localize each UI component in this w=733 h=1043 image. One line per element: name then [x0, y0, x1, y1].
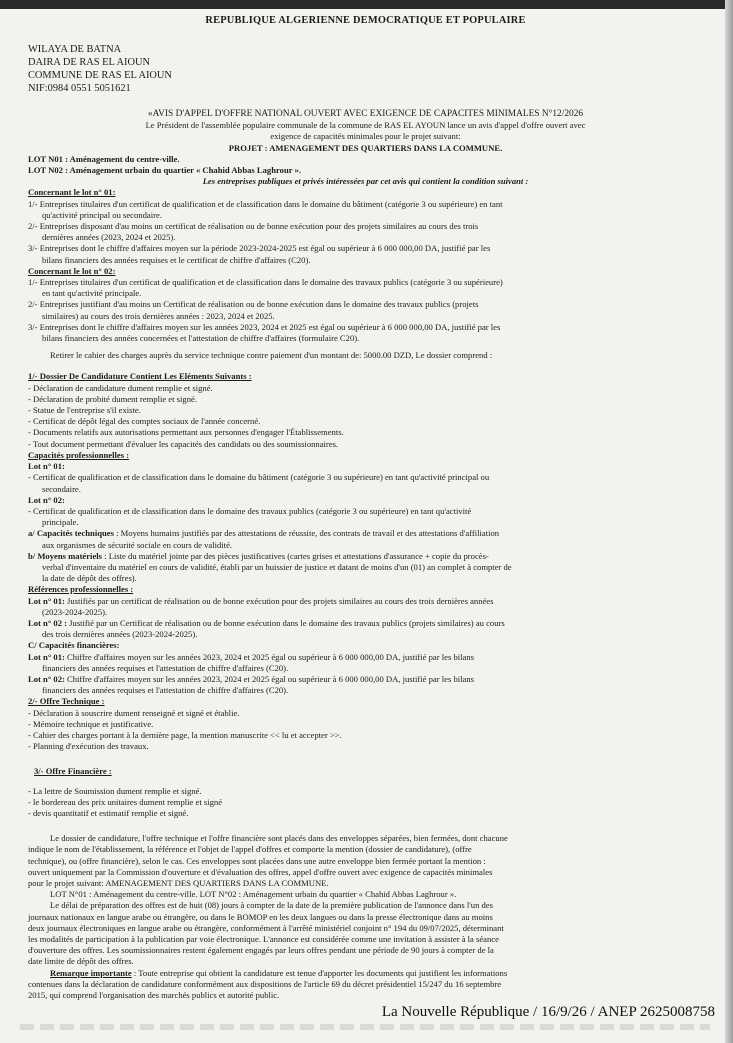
item-label: Lot n° 02 :: [28, 617, 68, 628]
item-text: : Liste du matériel jointe par des pièces justificatives (cartes grises et attestations d'assurance + copie du procès-: [104, 550, 489, 561]
list-item: verbal d'inventaire du matériel en cours de validité, établi par un huissier de justice et datant de moins d'un (01) an complet à compter de: [42, 561, 512, 572]
item-label: Remarque importante: [50, 967, 132, 978]
lot-label: Lot n° 02:: [28, 494, 65, 505]
list-item: - Tout document permettant d'évaluer les capacités des candidats ou des soumissionnaires.: [28, 438, 339, 449]
list-item: - Certificat de dépôt légal des comptes sociaux de l'année concerné.: [28, 416, 261, 427]
list-item: - le bordereau des prix unitaires dument remplie et signé: [28, 796, 223, 807]
item-label: Lot n° 01:: [28, 651, 65, 662]
section-heading: Concernant le lot n° 01:: [28, 187, 116, 198]
scan-top-edge: [0, 0, 733, 9]
paragraph-line: contenues dans la déclaration de candidature conformément aux dispositions de l'article 69 du décret présidentiel 15/247 du 16 septembre: [28, 978, 502, 989]
lot-1: LOT N01 : Aménagement du centre-ville.: [28, 153, 180, 164]
list-item: aux organismes de sécurité sociale en cours de validité.: [42, 539, 233, 550]
remarque: [28, 968, 703, 979]
notice-title-block: [28, 109, 703, 154]
list-item: - Déclaration à souscrire dument renseigné et signé et établie.: [28, 707, 240, 718]
nif: NIF:0984 0551 5051621: [28, 83, 131, 94]
list-item: 1/- Entreprises titulaires d'un certificat de qualification et de classification dans le domaine du bâtiment (catégorie 3 ou supérieure) en tant: [28, 198, 503, 209]
list-item: la date de dépôt des offres).: [42, 573, 137, 584]
paragraph-line: d'ouverture des offres. Les soumissionnaires restent également engagés par leurs offres pendant une période de 90 jours à compter de la: [28, 945, 494, 956]
country-heading: REPUBLIQUE ALGERIENNE DEMOCRATIQUE ET POPULAIRE: [205, 15, 526, 26]
section-heading: Capacités professionnelles :: [28, 449, 130, 460]
list-item: secondaire.: [42, 483, 81, 494]
item-label: Lot n° 02:: [28, 673, 65, 684]
moyens-materiels: [28, 551, 703, 562]
list-item: 2/- Entreprises justifiant d'au moins un Certificat de réalisation ou de bonne exécution dans le domaine des travaux publics (projets: [28, 299, 479, 310]
section-heading: C/ Capacités financières:: [28, 640, 120, 651]
paragraph-line: Le dossier de candidature, l'offre technique et l'offre financière sont placés dans des enveloppes séparées, bien fermées, dont chacune: [50, 833, 508, 844]
list-item: - Certificat de qualification et de classification dans le domaine des travaux publics (catégorie 3 ou supérieure) en tant qu'activité: [28, 505, 472, 516]
item-text: Justifiés par un certificat de réalisation ou de bonne exécution pour des projets similaires au cours des trois dernières années: [67, 595, 494, 606]
item-label: Lot n° 01:: [28, 595, 65, 606]
list-item: qu'activité principal ou secondaire.: [42, 209, 162, 220]
capacites-professionnelles: [28, 450, 703, 584]
list-item: - Certificat de qualification et de classification dans le domaine du bâtiment (catégorie 3 ou supérieure) en tant qu'activité principal ou: [28, 472, 490, 483]
paragraph-line: Le délai de préparation des offres est de huit (08) jours à compter de la date de la première publication de l'annonce dans l'un des: [50, 900, 493, 911]
commune: COMMUNE DE RAS EL AIOUN: [28, 70, 172, 81]
project-title: PROJET : AMENAGEMENT DES QUARTIERS DANS LA COMMUNE.: [228, 142, 503, 153]
list-item: - Statue de l'entreprise s'il existe.: [28, 405, 141, 416]
section-heading: 1/- Dossier De Candidature Contient Les Eléments Suivants :: [28, 371, 252, 382]
list-item: 1/- Entreprises titulaires d'un certificat de qualification et de classification dans le domaine des travaux publics (catégorie 3 ou supérieure): [28, 277, 503, 288]
list-item: - Déclaration de probité dument remplie et signé.: [28, 393, 197, 404]
list-item: - Déclaration de candidature dument remplie et signé.: [28, 382, 213, 393]
item-text: : Toute entreprise qui obtient la candidature est tenue d'apporter les documents qui justifient les informations: [133, 967, 508, 978]
notice-intro: Le Président de l'assemblée populaire communale de la commune de RAS EL AYOUN lance un avis d'appel d'offre ouvert avec: [145, 120, 586, 131]
list-item: - Planning d'exécution des travaux.: [28, 741, 149, 752]
list-item: financiers des années requises et l'attestation de chiffre d'affaires (C20).: [42, 685, 289, 696]
item-text: : Moyens humains justifiés par des attestations de réussite, des contrats de travail et des attestations d'affiliation: [116, 528, 500, 539]
list-item: - La lettre de Soumission dument remplie et signé.: [28, 785, 202, 796]
ref-lot-1: [28, 596, 703, 607]
lot-label: Lot n° 01:: [28, 461, 65, 472]
item-label: b/ Moyens matériels: [28, 550, 102, 561]
list-item: principale.: [42, 517, 79, 528]
list-item: bilans financiers des années requises et le certificat de chiffre d'affaires (C20).: [42, 254, 311, 265]
notice-document: [28, 14, 703, 1001]
paragraph-line: pour le projet suivant: AMENAGEMENT DES QUARTIERS DANS LA COMMUNE.: [28, 878, 329, 888]
lot-2: LOT N02 : Aménagement urbain du quartier « Chahid Abbas Laghrour ».: [28, 165, 301, 176]
list-item: bilans financiers des années concernées et l'attestation de chiffre d'affaires (formulaire C20).: [42, 333, 360, 344]
ref-lot-2: [28, 618, 703, 629]
fin-lot-2: [28, 674, 703, 685]
item-text: Chiffre d'affaires moyen sur les années 2023, 2024 et 2025 égal ou supérieur à 6 000 000,00 DA, justifié par les bilans: [67, 673, 474, 684]
wilaya: WILAYA DE BATNA: [28, 44, 122, 55]
paragraph-line: deux journaux électroniques en langue arabe ou étrangère, conformément à l'arrêté ministériel conjoint n° 194 du 09/07/2025, déterminant: [28, 922, 504, 933]
concernant-lot-2: [28, 266, 703, 344]
list-item: (2023-2024-2025).: [42, 606, 108, 617]
section-heading: Références professionnelles :: [28, 584, 134, 595]
offre-technique: [28, 696, 703, 752]
list-item: - devis quantitatif et estimatif remplie et signé.: [28, 807, 189, 818]
references-professionnelles: [28, 584, 703, 640]
list-item: dernières années (2023, 2024 et 2025).: [42, 232, 176, 243]
scan-right-edge: [725, 0, 733, 1043]
notice-intro-2: exigence de capacités minimales pour le projet suivant:: [270, 131, 461, 142]
capacites-financieres: [28, 640, 703, 696]
notice-title: «AVIS D'APPEL D'OFFRE NATIONAL OUVERT AVEC EXIGENCE DE CAPACITES MINIMALES N°12/2026: [147, 109, 584, 119]
concernant-lot-1: [28, 187, 703, 265]
item-text: Justifié par un Certificat de réalisation ou de bonne exécution dans le domaine des travaux publics (projets similaires) au cours: [69, 617, 505, 628]
paragraph-line: indique le nom de l'établissement, la référence et l'objet de l'appel d'offres et comporte la mention (dossier de candidature), (offre: [28, 844, 472, 855]
paragraph-line: technique), ou (offre financière), selon le cas. Ces enveloppes sont placées dans une autre enveloppe bien fermée portant la mention :: [28, 855, 486, 866]
paragraph-line: journaux nationaux en langue arabe ou étrangère, ou dans le BOMOP en les deux langues ou dans la presse électronique dans au moins: [28, 911, 493, 922]
offre-financiere: [28, 766, 703, 819]
closing-text: [28, 833, 703, 1001]
list-item: similaires) au cours des trois dernières années : 2023, 2024 et 2025.: [42, 310, 275, 321]
list-item: - Cahier des charges portant à la dernière page, la mention manuscrite << lu et accepter >>.: [28, 729, 342, 740]
list-item: financiers des années requises et l'attestation de chiffre d'affaires (C20).: [42, 662, 289, 673]
paragraph-line: date limite de dépôt des offres.: [28, 956, 134, 967]
section-heading: 2/- Offre Technique :: [28, 696, 105, 707]
item-label: a/ Capacités techniques: [28, 528, 114, 539]
fin-lot-1: [28, 652, 703, 663]
item-text: Chiffre d'affaires moyen sur les années 2023, 2024 et 2025 égal ou supérieur à 6 000 000,00 DA, justifié par les bilans: [67, 651, 474, 662]
bleed-through-text: [20, 1024, 710, 1030]
list-item: 3/- Entreprises dont le chiffre d'affaires moyen sur la période 2023-2024-2025 est égal ou supérieur à 6 000 000,00 DA, justifié par les: [28, 243, 491, 254]
dossier-candidature: [28, 371, 703, 449]
publication-footer: La Nouvelle République / 16/9/26 / ANEP 2625008758: [381, 1004, 715, 1020]
section-heading: 3/- Offre Financière :: [34, 766, 112, 777]
paragraph-line: ouvert uniquement par la Commission d'ouverture et d'évaluation des offres, appel d'offre ouvert avec exigence de capacités minimales: [28, 866, 493, 877]
list-item: 2/- Entreprises disposant d'au moins un certificat de réalisation ou de bonne exécution pour des projets similaires au cours des trois: [28, 221, 479, 232]
eligibility-intro: Les entreprises publiques et privés intéressées par cet avis qui contient la condition suivant :: [202, 176, 529, 187]
section-heading: Concernant le lot n° 02:: [28, 265, 116, 276]
list-item: 3/- Entreprises dont le chiffre d'affaires moyen sur les années 2023, 2024 et 2025 est égal ou supérieur à 6 000 000,00 DA, justifié par les: [28, 321, 501, 332]
retirer-cahier: Retirer le cahier des charges auprès du service technique contre paiement d'un montant de: 5000.00 DZD, Le dossier comprend :: [50, 350, 493, 361]
paragraph-line: 2015, qui comprend l'organisation des marchés publics et autorité public.: [28, 990, 280, 1001]
list-item: - Mémoire technique et justificative.: [28, 718, 154, 729]
list-item: - Documents relatifs aux autorisations permettant aux personnes d'engager l'Établissements.: [28, 427, 344, 438]
paragraph-line: les modalités de participation à la publication par voie électronique. L'annonce est considérée comme une invitation à assister à la séance: [28, 934, 499, 945]
daira: DAIRA DE RAS EL AIOUN: [28, 57, 150, 68]
closing-lots-line: LOT N°01 : Aménagement du centre-ville. LOT N°02 : Aménagement urbain du quartier « Chahid Abbas Laghrour ».: [50, 889, 457, 900]
list-item: des trois dernières années (2023-2024-2025).: [42, 629, 198, 640]
capacites-techniques: [28, 528, 703, 539]
list-item: en tant qu'activité principale.: [42, 288, 142, 299]
